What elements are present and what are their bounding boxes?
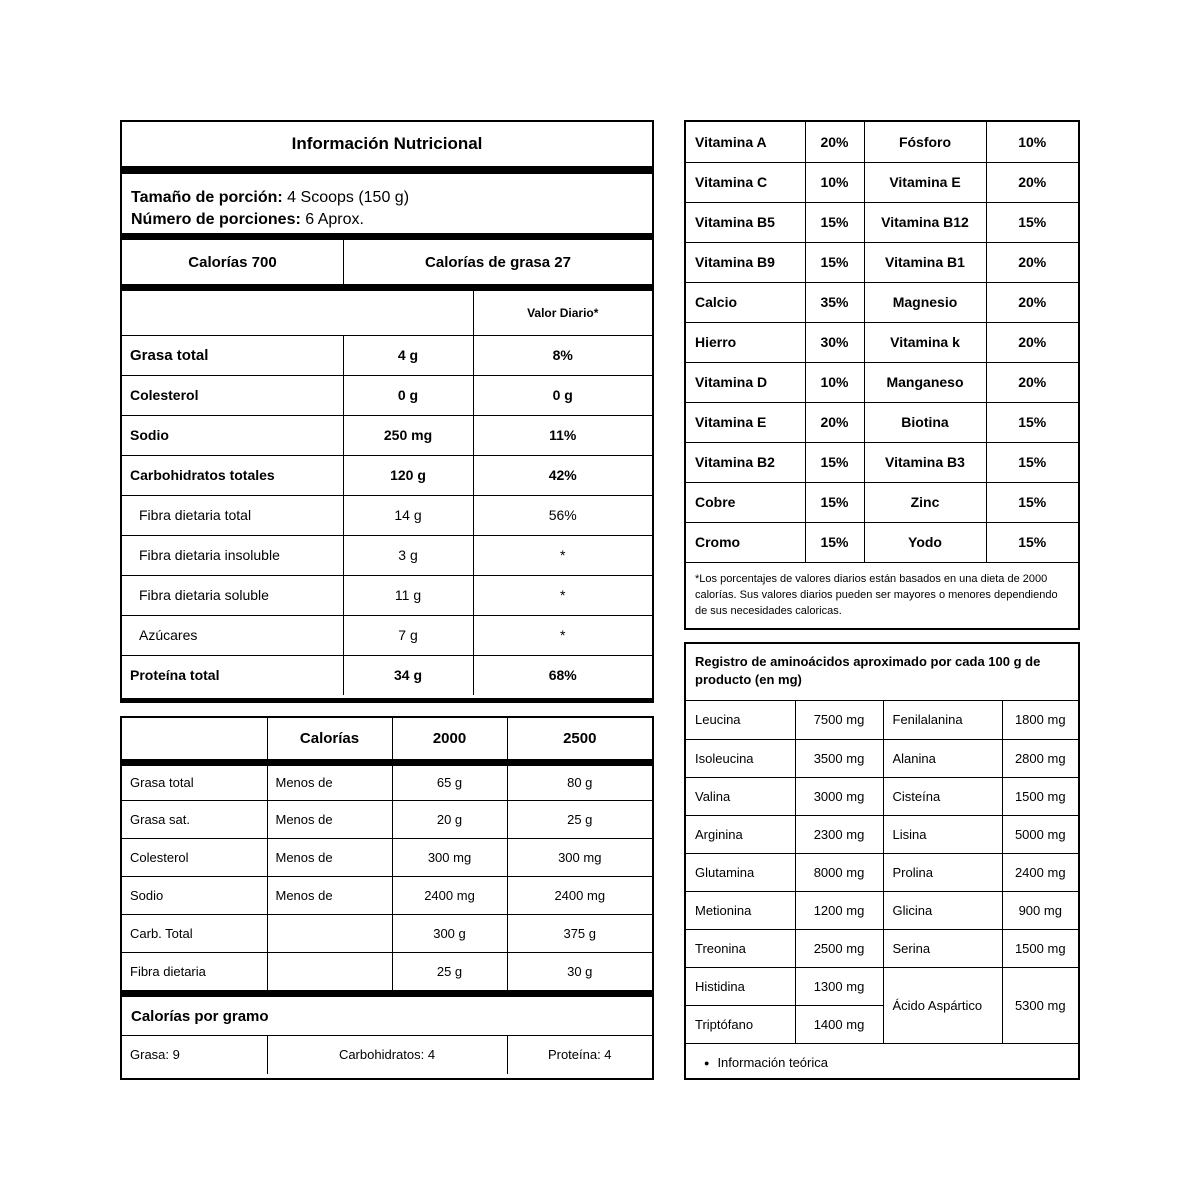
vitamin-name: Vitamina B3 (864, 442, 986, 482)
table-cell: Menos de (267, 762, 392, 800)
vitamin-value: 10% (805, 162, 864, 202)
vitamin-value: 20% (805, 402, 864, 442)
nutrient-dv: 11% (473, 415, 652, 455)
amino-footnote-text: Información teórica (717, 1055, 828, 1070)
amino-name: Fenilalanina (883, 701, 1002, 739)
daily-value-header: Valor Diario* (473, 291, 652, 335)
nutrient-dv: * (473, 575, 652, 615)
calories-per-gram-title: Calorías por gramo (122, 990, 652, 1035)
table-header (122, 718, 267, 762)
vitamin-name: Vitamina C (686, 162, 805, 202)
vitamin-value: 15% (986, 442, 1078, 482)
vitamin-name: Cromo (686, 522, 805, 562)
table-header: 2000 (392, 718, 507, 762)
amino-value: 8000 mg (795, 853, 883, 891)
vitamin-value: 35% (805, 282, 864, 322)
amino-name: Leucina (686, 701, 795, 739)
nutrient-name: Grasa total (122, 335, 343, 375)
amino-name: Histidina (686, 967, 795, 1005)
vitamins-table (686, 122, 1078, 563)
table-cell: 375 g (507, 914, 652, 952)
vitamin-value: 15% (805, 202, 864, 242)
vitamin-value: 10% (986, 122, 1078, 162)
daily-value-footnote: *Los porcentajes de valores diarios están basados en una dieta de 2000 calorías. Sus valores diarios pueden ser mayores o menores dependiendo de sus necesidades caloricas. (695, 572, 1058, 617)
table-cell: Carb. Total (122, 914, 267, 952)
amino-value: 1500 mg (1002, 929, 1078, 967)
amino-name: Valina (686, 777, 795, 815)
calories-row (122, 240, 652, 291)
vitamin-name: Vitamina E (864, 162, 986, 202)
nutrient-dv: 42% (473, 455, 652, 495)
amino-value: 3500 mg (795, 739, 883, 777)
amino-value: 1300 mg (795, 967, 883, 1005)
table-header: Calorías (267, 718, 392, 762)
nutrient-amount: 3 g (343, 535, 473, 575)
amino-value: 5300 mg (1002, 967, 1078, 1043)
table-cell: 2400 mg (392, 876, 507, 914)
vitamin-value: 15% (986, 402, 1078, 442)
daily-values-table (122, 718, 652, 990)
vitamin-value: 20% (986, 242, 1078, 282)
table-cell: 25 g (507, 800, 652, 838)
vitamin-name: Vitamina B5 (686, 202, 805, 242)
vitamin-name: Vitamina B2 (686, 442, 805, 482)
nutrient-amount: 14 g (343, 495, 473, 535)
table-cell (267, 952, 392, 990)
vitamin-name: Vitamina k (864, 322, 986, 362)
table-cell: Sodio (122, 876, 267, 914)
nutrition-facts-panel (120, 120, 654, 703)
vitamin-name: Vitamina A (686, 122, 805, 162)
nutrient-amount: 4 g (343, 335, 473, 375)
amino-name: Ácido Aspártico (883, 967, 1002, 1043)
vitamin-name: Cobre (686, 482, 805, 522)
daily-values-panel (120, 716, 654, 1080)
nutrient-name: Proteína total (122, 655, 343, 695)
servings-label: Número de porciones: (131, 211, 301, 228)
nutrient-name: Fibra dietaria total (122, 495, 343, 535)
vitamin-value: 20% (986, 282, 1078, 322)
amino-name: Prolina (883, 853, 1002, 891)
amino-name: Alanina (883, 739, 1002, 777)
amino-value: 5000 mg (1002, 815, 1078, 853)
vitamin-value: 15% (986, 482, 1078, 522)
amino-name: Lisina (883, 815, 1002, 853)
table-cell (267, 914, 392, 952)
table-cell: 20 g (392, 800, 507, 838)
nutrient-dv: 68% (473, 655, 652, 695)
amino-value: 1500 mg (1002, 777, 1078, 815)
amino-value: 2300 mg (795, 815, 883, 853)
nutrient-amount: 250 mg (343, 415, 473, 455)
serving-info (122, 174, 652, 240)
calories-fat: Calorías de grasa 27 (425, 253, 571, 271)
calories-total: Calorías 700 (122, 240, 344, 284)
nutrient-name: Azúcares (122, 615, 343, 655)
table-cell: 25 g (392, 952, 507, 990)
amino-name: Treonina (686, 929, 795, 967)
table-cell: 30 g (507, 952, 652, 990)
vitamin-name: Magnesio (864, 282, 986, 322)
serving-size-value: 4 Scoops (150 g) (287, 189, 410, 206)
serving-size-label: Tamaño de porción: (131, 189, 283, 206)
table-cell: Menos de (267, 838, 392, 876)
table-cell: 300 mg (507, 838, 652, 876)
amino-name: Cisteína (883, 777, 1002, 815)
amino-acids-panel (684, 642, 1080, 1080)
amino-table (686, 701, 1078, 1044)
amino-name: Isoleucina (686, 739, 795, 777)
nutrient-name: Fibra dietaria soluble (122, 575, 343, 615)
nutrient-amount: 34 g (343, 655, 473, 695)
table-cell: 300 g (392, 914, 507, 952)
vitamin-name: Vitamina B12 (864, 202, 986, 242)
amino-value: 2400 mg (1002, 853, 1078, 891)
calories-per-gram-table (122, 1035, 652, 1074)
vitamin-value: 10% (805, 362, 864, 402)
vitamin-value: 15% (805, 482, 864, 522)
nutrient-dv: * (473, 615, 652, 655)
amino-value: 1200 mg (795, 891, 883, 929)
nutrient-dv: 56% (473, 495, 652, 535)
nutrient-amount: 11 g (343, 575, 473, 615)
amino-name: Triptófano (686, 1005, 795, 1043)
vitamin-name: Vitamina B9 (686, 242, 805, 282)
bullet-icon: ● (704, 1057, 710, 1068)
table-cell: Grasa total (122, 762, 267, 800)
vitamin-name: Calcio (686, 282, 805, 322)
vitamin-value: 20% (986, 322, 1078, 362)
amino-name: Glicina (883, 891, 1002, 929)
nutrient-name: Sodio (122, 415, 343, 455)
vitamin-value: 15% (805, 442, 864, 482)
nutrition-title: Información Nutricional (122, 122, 652, 174)
amino-value: 2800 mg (1002, 739, 1078, 777)
protein-per-gram: Proteína: 4 (507, 1036, 652, 1074)
vitamin-value: 30% (805, 322, 864, 362)
vitamin-value: 20% (986, 362, 1078, 402)
vitamin-name: Biotina (864, 402, 986, 442)
nutrient-name: Colesterol (122, 375, 343, 415)
amino-name: Metionina (686, 891, 795, 929)
nutrient-dv: 0 g (473, 375, 652, 415)
amino-value: 3000 mg (795, 777, 883, 815)
carbs-per-gram: Carbohidratos: 4 (267, 1036, 507, 1074)
vitamin-name: Vitamina B1 (864, 242, 986, 282)
nutrient-amount: 120 g (343, 455, 473, 495)
vitamin-name: Vitamina E (686, 402, 805, 442)
amino-value: 900 mg (1002, 891, 1078, 929)
table-cell: Menos de (267, 876, 392, 914)
table-cell: Colesterol (122, 838, 267, 876)
servings-value: 6 Aprox. (305, 211, 364, 228)
table-cell: Grasa sat. (122, 800, 267, 838)
vitamin-value: 20% (986, 162, 1078, 202)
amino-value: 1800 mg (1002, 701, 1078, 739)
table-header: 2500 (507, 718, 652, 762)
table-cell: Fibra dietaria (122, 952, 267, 990)
amino-value: 2500 mg (795, 929, 883, 967)
amino-name: Serina (883, 929, 1002, 967)
vitamin-value: 20% (805, 122, 864, 162)
vitamin-name: Vitamina D (686, 362, 805, 402)
nutrient-name: Fibra dietaria insoluble (122, 535, 343, 575)
nutrient-dv: 8% (473, 335, 652, 375)
nutrient-table (122, 291, 652, 695)
amino-name: Arginina (686, 815, 795, 853)
vitamin-value: 15% (986, 522, 1078, 562)
vitamin-value: 15% (805, 522, 864, 562)
nutrient-name: Carbohidratos totales (122, 455, 343, 495)
vitamin-name: Zinc (864, 482, 986, 522)
amino-name: Glutamina (686, 853, 795, 891)
amino-value: 7500 mg (795, 701, 883, 739)
vitamins-panel (684, 120, 1080, 630)
table-cell: 65 g (392, 762, 507, 800)
nutrient-amount: 7 g (343, 615, 473, 655)
vitamin-name: Hierro (686, 322, 805, 362)
amino-footnote (686, 1044, 1078, 1082)
nutrient-amount: 0 g (343, 375, 473, 415)
table-cell: 80 g (507, 762, 652, 800)
vitamin-name: Yodo (864, 522, 986, 562)
table-cell: 300 mg (392, 838, 507, 876)
nutrient-dv: * (473, 535, 652, 575)
vitamin-name: Manganeso (864, 362, 986, 402)
amino-value: 1400 mg (795, 1005, 883, 1043)
vitamin-value: 15% (986, 202, 1078, 242)
vitamin-value: 15% (805, 242, 864, 282)
table-cell: 2400 mg (507, 876, 652, 914)
amino-title: Registro de aminoácidos aproximado por cada 100 g de producto (en mg) (686, 644, 1078, 701)
fat-per-gram: Grasa: 9 (122, 1036, 267, 1074)
vitamin-name: Fósforo (864, 122, 986, 162)
table-cell: Menos de (267, 800, 392, 838)
